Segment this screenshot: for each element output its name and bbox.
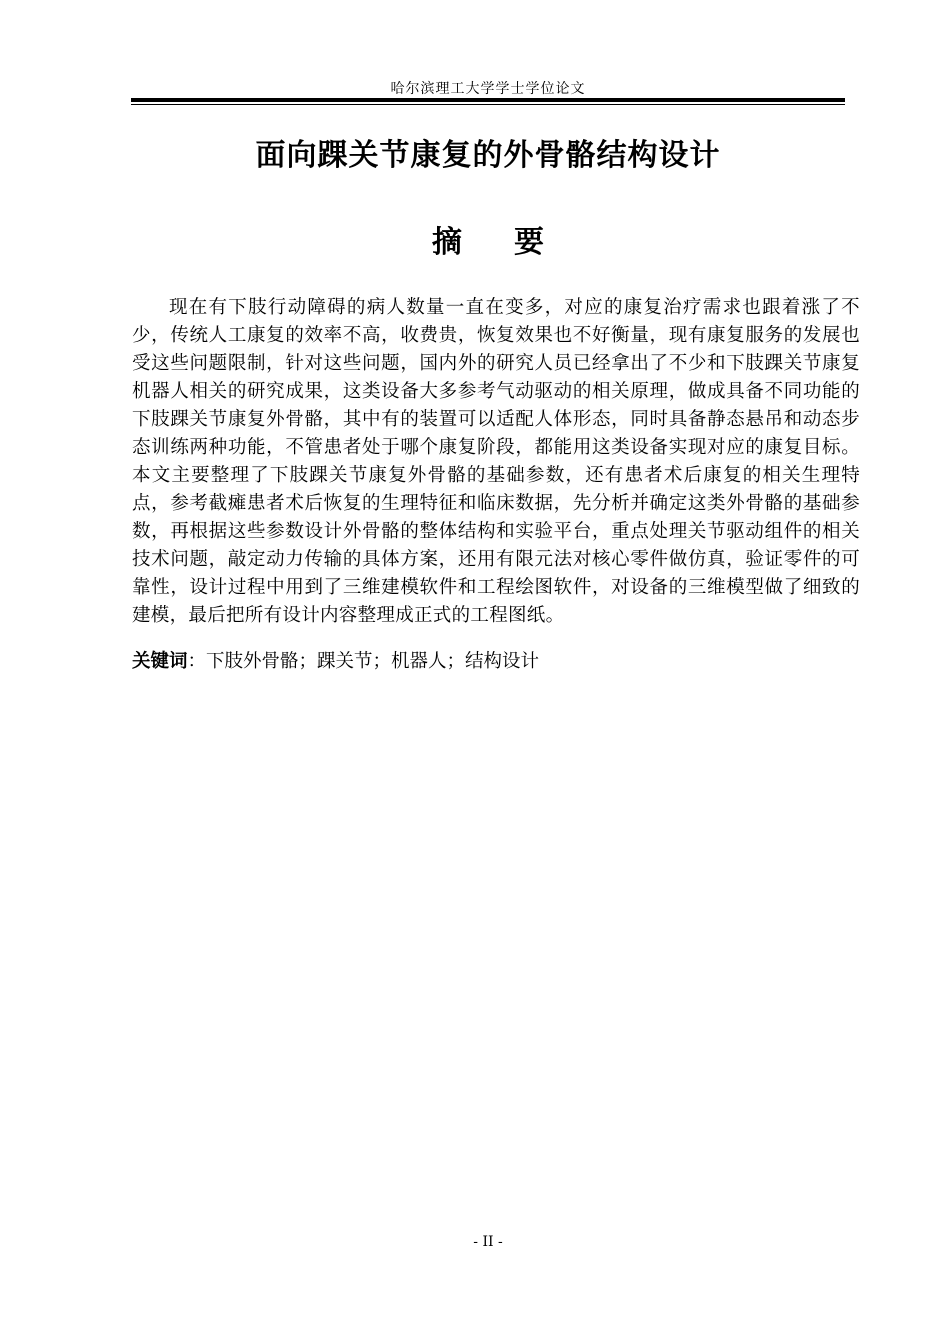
keywords-label: 关键词 [132, 651, 188, 672]
header-rule-thin [131, 104, 845, 105]
header-rule-thick [131, 98, 845, 102]
keywords-separator: ： [187, 651, 207, 672]
keywords-list: 下肢外骨骼；踝关节；机器人；结构设计 [206, 651, 540, 672]
abstract-body: 现在有下肢行动障碍的病人数量一直在变多，对应的康复治疗需求也跟着涨了不少，传统人工康复的效率不高，收费贵，恢复效果也不好衡量，现有康复服务的发展也受这些问题限制，针对这些问题，国内外的研究人员已经拿出了不少和下肢踝关节康复机器人相关的研究成果，这类设备大多参考气动驱动的相关原理，做成具备不同功能的下肢踝关节康复外骨骼，其中有的装置可以适配人体形态，同时具备静态悬吊和动态步态训练两种功能，不管患者处于哪个康复阶段，都能用这类设备实现对应的康复目标。本文主要整理了下肢踝关节康复外骨骼的基础参数，还有患者术后康复的相关生理特点，参考截瘫患者术后恢复的生理特征和临床数据，先分析并确定这类外骨骼的基础参数，再根据这些参数设计外骨骼的整体结构和实验平台，重点处理关节驱动组件的相关技术问题，敲定动力传输的具体方案，还用有限元法对核心零件做仿真，验证零件的可靠性，设计过程中用到了三维建模软件和工程绘图软件，对设备的三维模型做了细致的建模，最后把所有设计内容整理成正式的工程图纸。 [132, 297, 860, 626]
keywords-line [132, 648, 860, 676]
abstract-heading: 摘要 [432, 225, 596, 260]
page-number: - II - [473, 1234, 503, 1250]
document-title: 面向踝关节康复的外骨骼结构设计 [255, 138, 721, 173]
running-header: 哈尔滨理工大学学士学位论文 [390, 81, 586, 97]
